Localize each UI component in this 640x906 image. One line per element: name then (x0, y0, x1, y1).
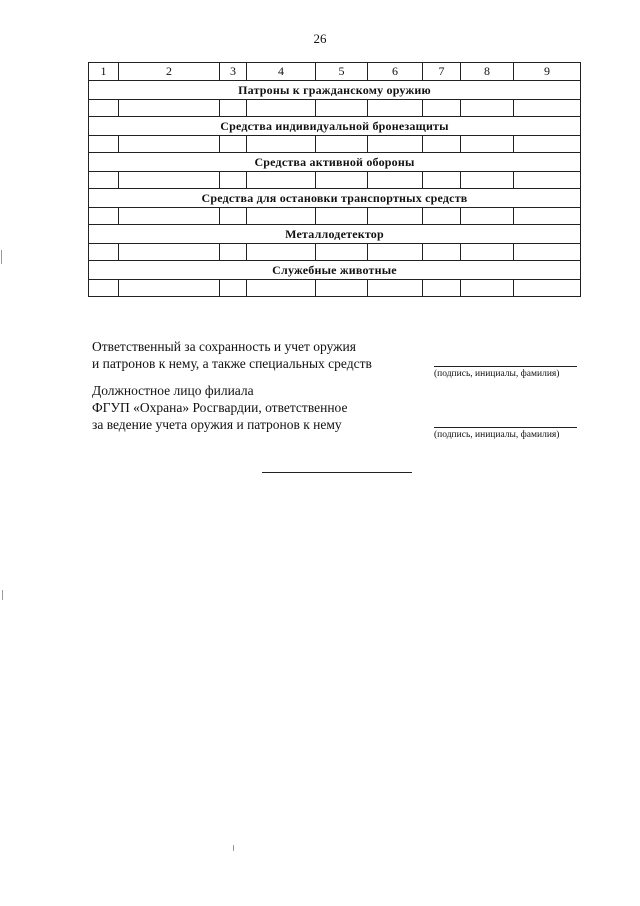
table-cell (461, 244, 514, 261)
section-row (89, 261, 581, 280)
column-number: 4 (247, 63, 316, 81)
table-cell (220, 172, 247, 189)
table-cell (368, 208, 423, 225)
table-cell (119, 208, 220, 225)
table-cell (461, 280, 514, 297)
table-row (89, 100, 581, 117)
section-row (89, 225, 581, 244)
table-cell (247, 244, 316, 261)
page-number: 26 (313, 31, 327, 46)
table-cell (368, 100, 423, 117)
table-cell (316, 208, 368, 225)
section-heading: Металлодетектор (89, 225, 581, 244)
table-cell (423, 172, 461, 189)
table-cell (316, 100, 368, 117)
column-number: 3 (220, 63, 247, 81)
closing-rule (262, 472, 412, 473)
table-row (89, 136, 581, 153)
section-heading: Средства индивидуальной бронезащиты (89, 117, 581, 136)
table-cell (89, 244, 119, 261)
table-cell (119, 280, 220, 297)
table-cell (514, 100, 581, 117)
table-cell (119, 100, 220, 117)
scan-margin-mark (2, 590, 3, 600)
table-cell (247, 208, 316, 225)
table-cell (220, 136, 247, 153)
table-cell (316, 280, 368, 297)
responsible-person-label (92, 338, 372, 372)
table-cell (423, 244, 461, 261)
table-cell (220, 100, 247, 117)
table-cell (119, 244, 220, 261)
register-table (88, 62, 581, 297)
table-cell (514, 136, 581, 153)
table-cell (220, 280, 247, 297)
column-number: 6 (368, 63, 423, 81)
table-cell (423, 280, 461, 297)
table-cell (89, 280, 119, 297)
section-heading: Служебные животные (89, 261, 581, 280)
table-cell (423, 100, 461, 117)
table-cell (119, 172, 220, 189)
section-heading: Средства для остановки транспортных средств (89, 189, 581, 208)
signature-line (434, 366, 577, 367)
table-cell (316, 244, 368, 261)
table-cell (514, 172, 581, 189)
table-cell (368, 280, 423, 297)
table-cell (368, 172, 423, 189)
table-cell (316, 136, 368, 153)
table-cell (368, 136, 423, 153)
signature-text-line: Должностное лицо филиала (92, 383, 254, 398)
section-row (89, 81, 581, 100)
column-number: 5 (316, 63, 368, 81)
scan-margin-mark (1, 250, 2, 264)
scan-margin-mark (233, 845, 234, 851)
signature-text-line: и патронов к нему, а также специальных средств (92, 356, 372, 371)
branch-official-label (92, 382, 347, 433)
table-cell (89, 172, 119, 189)
table-cell (461, 100, 514, 117)
column-number-row (89, 63, 581, 81)
signature-text-line: за ведение учета оружия и патронов к нему (92, 417, 342, 432)
table-cell (247, 280, 316, 297)
table-cell (461, 208, 514, 225)
table-cell (247, 100, 316, 117)
table-row (89, 280, 581, 297)
column-number: 7 (423, 63, 461, 81)
section-heading: Средства активной обороны (89, 153, 581, 172)
signature-text-line: ФГУП «Охрана» Росгвардии, ответственное (92, 400, 348, 415)
table-row (89, 208, 581, 225)
table-cell (220, 208, 247, 225)
signature-caption: (подпись, инициалы, фамилия) (434, 369, 560, 379)
section-row (89, 153, 581, 172)
table-cell (423, 136, 461, 153)
table-cell (461, 136, 514, 153)
table-row (89, 172, 581, 189)
table-cell (89, 100, 119, 117)
table-cell (89, 208, 119, 225)
signature-caption: (подпись, инициалы, фамилия) (434, 430, 560, 440)
table-cell (514, 280, 581, 297)
table-cell (247, 136, 316, 153)
column-number: 9 (514, 63, 581, 81)
table-cell (514, 244, 581, 261)
signature-line (434, 427, 577, 428)
section-heading: Патроны к гражданскому оружию (89, 81, 581, 100)
table-cell (89, 136, 119, 153)
table-cell (461, 172, 514, 189)
signature-text-line: Ответственный за сохранность и учет оружия (92, 339, 356, 354)
table-cell (220, 244, 247, 261)
table-cell (368, 244, 423, 261)
table-cell (247, 172, 316, 189)
column-number: 8 (461, 63, 514, 81)
table-cell (514, 208, 581, 225)
column-number: 1 (89, 63, 119, 81)
table-cell (423, 208, 461, 225)
table-row (89, 244, 581, 261)
table-cell (316, 172, 368, 189)
section-row (89, 117, 581, 136)
table-cell (119, 136, 220, 153)
section-row (89, 189, 581, 208)
column-number: 2 (119, 63, 220, 81)
